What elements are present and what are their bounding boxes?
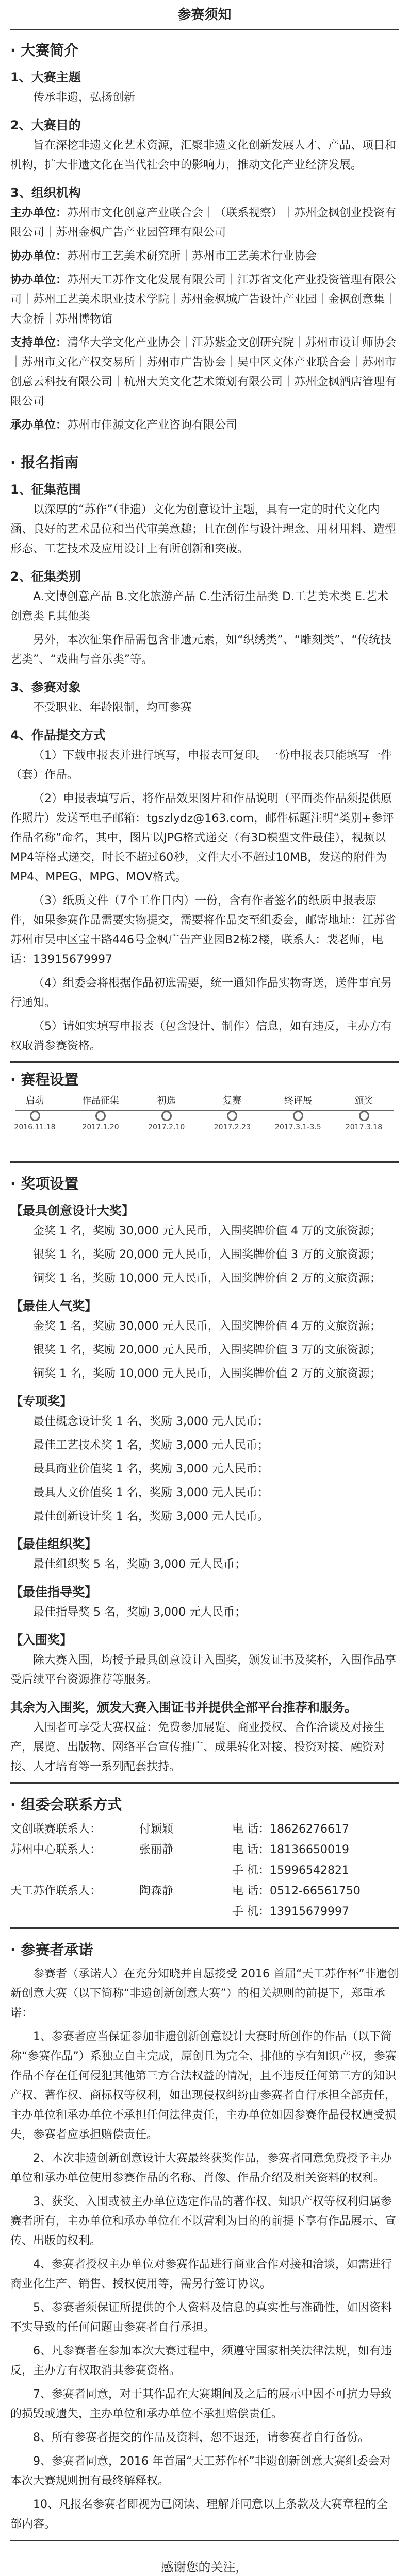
contact-role: 天工苏作联系人：: [10, 1885, 102, 1897]
contact-row: [10, 1840, 399, 1860]
item-text: 最具商业价值奖 1 名，奖励 3,000 元人民币；: [33, 1463, 269, 1476]
item-text: 最佳创新设计奖 1 名，奖励 3,000 元人民币。: [33, 1510, 269, 1523]
timeline-node-label: 启动: [25, 1095, 44, 1106]
divider: [10, 1782, 399, 1784]
item-heading: 【专项奖】: [10, 1394, 72, 1409]
divider: [10, 1161, 399, 1163]
timeline-node-dot: [293, 1111, 303, 1121]
timeline-node: [142, 1093, 191, 1131]
heading-text: 赛程设置: [21, 1071, 79, 1088]
org-role: 承办单位：: [10, 419, 68, 432]
section-awards: [10, 1173, 399, 1777]
org-role: 主办单位：: [10, 207, 68, 219]
timeline-node: [76, 1093, 125, 1131]
item-text: 旨在深挖非遗文化艺术资源，汇聚非遗文化创新发展人才、产品、项目和机构，扩大非遗文化在当代社会中的影响力，推动文化产业经济发展。: [10, 139, 397, 172]
item-heading: 3、参赛对象: [10, 680, 81, 694]
item-heading: 【入围奖】: [10, 1633, 72, 1647]
item-heading: 2、大赛目的: [10, 118, 81, 132]
item-text: （1）下载申报表并进行填写，申报表可复印。一份申报表只能填写一件（套）作品。: [10, 749, 392, 782]
item-text: 银奖 1 名，奖励 20,000 元人民币，入围奖牌价值 3 万的文旅资源；: [33, 1248, 381, 1261]
item-text: （4）组委会将根据作品初选需要，统一通知作品实物寄送，送件事宜另行通知。: [10, 977, 392, 1009]
item-text: 金奖 1 名，奖励 30,000 元人民币，入围奖牌价值 4 万的文旅资源；: [33, 1225, 381, 1238]
contact-name: 陶森静: [139, 1885, 174, 1897]
section-heading: · 参赛者承诺: [10, 1941, 93, 1958]
item-text: （5）请如实填写申报表（包含设计、制作）信息，如有违反，主办方有权取消参赛资格。: [10, 1020, 392, 1053]
item-heading: 1、大赛主题: [10, 70, 81, 84]
contact-phone: 电 话：0512-66561750: [232, 1885, 361, 1897]
org-role: 协办单位：: [10, 250, 68, 263]
timeline-heading: · 赛程设置: [10, 1071, 79, 1088]
item-text: 金奖 1 名，奖励 30,000 元人民币，入围奖牌价值 4 万的文旅资源；: [33, 1320, 381, 1333]
timeline-node: [10, 1093, 59, 1131]
item-text: 另外，本次征集作品需包含非遗元素，如“织绣类”、“雕刻类”、“传统技艺类”、“戏曲与音乐类”等。: [10, 634, 391, 666]
item-text: A.文博创意产品 B.文化旅游产品 C.生活衍生品类 D.工艺美术类 E.艺术创意类 F.其他类: [10, 590, 388, 623]
item-text: （3）纸质文件（7个工作日内）一份，含有作者签名的纸质申报表原件，如果参赛作品需要实物提交，需要将作品交至组委会，邮寄地址：江苏省苏州市吴中区宝丰路446号金枫广告产业园B2栋2楼，联系人：裴老师，电话：13915679997: [10, 894, 397, 966]
closing-thanks: 感谢您的关注，: [161, 2560, 248, 2574]
timeline-node-dot: [359, 1111, 369, 1121]
item-text: 最佳组织奖 5 名，奖励 3,000 元人民币；: [33, 1558, 246, 1571]
document-body: [10, 0, 399, 2576]
org-names: 苏州市文化创意产业联合会｜（联系视察）｜苏州金枫创业投资有限公司｜苏州金枫广告产业园管理有限公司: [10, 207, 397, 239]
notice-paragraph: 5、参赛者须保证所提供的个人资料及信息的真实性与准确性，如因资料不实导致的任何问题由参赛者自行承担。: [10, 2301, 392, 2334]
item-heading: 【最具创意设计大奖】: [10, 1204, 134, 1218]
notice-paragraph: 2、本次非遗创新创意设计大赛最终获奖作品，参赛者同意免费授予主办单位和承办单位使用参赛作品的名称、肖像、作品介绍及相关资料的权利。: [10, 2152, 392, 2184]
section-apply: [10, 451, 399, 1056]
contact-name: 张丽静: [139, 1843, 174, 1856]
notice-paragraphs: [10, 1964, 399, 2534]
item-text: 入围者可享受大赛权益：免费参加展览、商业授权、合作洽谈及对接生产，展览、出版物、网络平台宣传推广、成果转化对接、投资对接、融资对接、人才培育等一系列配套扶持。: [10, 1721, 385, 1773]
item-heading: 【最佳人气奖】: [10, 1299, 97, 1313]
contact-name: 付颖颖: [139, 1823, 174, 1836]
timeline-node-label: 终评展: [284, 1095, 312, 1106]
org-names: 苏州天工苏作文化发展有限公司｜江苏省文化产业投资管理有限公司｜苏州工艺美术职业技术学院｜苏州金枫城广告设计产业园｜金枫创意集｜大金桥｜苏州博物馆: [10, 274, 397, 326]
timeline-node-date: 2017.3.1-3.5: [275, 1123, 321, 1131]
page-title: 参赛须知: [177, 7, 232, 23]
notice-paragraph: 1、参赛者应当保证参加非遗创新创意设计大赛时所创作的作品（以下简称“参赛作品”）系独立自主完成，原创且为完全、排他的享有知识产权，参赛作品不存在任何侵犯其他第三方合法权益的情况，且不违反任何第三方的知识产权、著作权、商标权等权利，如出现侵权纠纷由参赛者自行承担全部责任，主办单位和承办单位不承担任何法律责任，主办单位如因参赛作品侵权遭受损失，参赛者应承担赔偿责任。: [10, 2030, 397, 2141]
section-heading: · 奖项设置: [10, 1175, 79, 1192]
timeline-node-label: 初选: [157, 1095, 176, 1106]
notice-paragraph: 8、所有参赛者提交的作品及资料，恕不退还，请参赛者自行备份。: [33, 2431, 369, 2444]
item-heading: 1、征集范围: [10, 482, 81, 497]
heading-text: 大赛简介: [21, 42, 79, 59]
contact-phone: 手 机：13915679997: [232, 1905, 349, 1918]
timeline-node-dot: [30, 1111, 40, 1121]
contact-role: 苏州中心联系人：: [10, 1843, 102, 1856]
timeline-node-date: 2017.2.10: [148, 1123, 185, 1131]
timeline-node: [273, 1093, 322, 1131]
timeline-node-date: 2017.1.20: [82, 1123, 119, 1131]
section-heading: · 组委会联系方式: [10, 1796, 122, 1813]
timeline-node: [208, 1093, 257, 1131]
section-heading: · 大赛简介: [10, 42, 79, 59]
notice-paragraph: 9、参赛者同意，2016 年首届“天工苏作杯”非遗创新创意大赛组委会对本次大赛规则拥有最终解释权。: [10, 2455, 391, 2487]
contact-name: [139, 1902, 232, 1922]
heading-text: 报名指南: [21, 454, 79, 471]
item-heading: 【最佳指导奖】: [10, 1585, 97, 1599]
timeline-node-dot: [227, 1111, 237, 1121]
timeline-node-date: 2016.11.18: [14, 1123, 56, 1131]
org-row: [10, 416, 399, 435]
org-role: 协办单位：: [10, 274, 68, 286]
notice-paragraph: 10、凡报名参赛者即视为已阅读、理解并同意以上条款及大赛章程的全部内容。: [10, 2498, 388, 2531]
item-text: 最佳工艺技术奖 1 名，奖励 3,000 元人民币；: [33, 1439, 269, 1452]
section-intro: [10, 39, 399, 435]
org-row: [10, 247, 399, 266]
timeline-node-dot: [95, 1111, 106, 1121]
item-text: 最佳概念设计奖 1 名，奖励 3,000 元人民币；: [33, 1415, 269, 1428]
notice-paragraph: 4、参赛者授权主办单位对参赛作品进行商业合作对接和洽谈，如需进行商业化生产、销售、授权使用等，需另行签订协议。: [10, 2258, 392, 2291]
timeline-line: [15, 1110, 394, 1111]
timeline-node-label: 复赛: [223, 1095, 242, 1106]
timeline-node-label: 作品征集: [82, 1095, 120, 1106]
notice-paragraph: 7、参赛者同意，对于其作品在大赛期间及之后的展示中因不可抗力导致的损毁或遗失，主办单位和承办单位不承担赔偿责任。: [10, 2388, 392, 2420]
intro-items: [10, 67, 399, 200]
item-text: 最具人文价值奖 1 名，奖励 3,000 元人民币；: [33, 1486, 269, 1499]
org-row: [10, 333, 399, 412]
timeline-node: [339, 1093, 388, 1131]
org-names: 苏州市佳源文化产业咨询有限公司: [67, 419, 238, 432]
item-text: 铜奖 1 名，奖励 10,000 元人民币，入围奖牌价值 2 万的文旅资源；: [33, 1272, 381, 1285]
item-heading: 4、作品提交方式: [10, 728, 106, 742]
item-heading: 【最佳组织奖】: [10, 1537, 97, 1551]
item-heading: 2、征集类别: [10, 569, 81, 584]
heading-text: 奖项设置: [21, 1175, 79, 1192]
contact-role: [10, 1860, 139, 1881]
contact-role: 文创联赛联系人：: [10, 1823, 102, 1836]
notice-paragraph: 3、获奖、入围或被主办单位选定作品的著作权、知识产权等权利归属参赛者所有，主办单位和承办单位在不以营利为目的的前提下享有作品展示、宣传、出版的权利。: [10, 2195, 397, 2247]
timeline-node-date: 2017.3.18: [345, 1123, 383, 1131]
divider: [10, 1061, 399, 1063]
timeline-node-label: 颁奖: [354, 1095, 373, 1106]
org-role: 支持单位：: [10, 336, 68, 349]
timeline-node-dot: [161, 1111, 172, 1121]
award-items: [10, 1200, 399, 1777]
org-names: 清华大学文化产业协会｜江苏紫金文创研究院｜苏州市设计师协会｜苏州市文化产权交易所｜苏州市广告协会｜吴中区文体产业联合会｜苏州市创意云科技有限公司｜杭州大美文化艺术策划有限公司｜苏州金枫酒店管理有限公司: [10, 336, 397, 408]
item-text: 银奖 1 名，奖励 20,000 元人民币，入围奖牌价值 3 万的文旅资源；: [33, 1344, 381, 1357]
item-text: （2）申报表填写后，将作品效果图片和作品说明（平面类作品须提供原作照片）发送至电子邮箱：tgszlydz@163.com，邮件标题注明“类别+参评作品名称”命名，其中，图片以JPG格式递交（有3D模型文件最佳），视频以MP4等格式递交，时长不超过60秒，文件大小不超过10MB，发送的附件为MP4、MPEG、MPG、MOV格式。: [10, 792, 395, 884]
timeline: [10, 1069, 399, 1156]
divider: [10, 1927, 399, 1929]
org-names: 苏州市工艺美术研究所｜苏州市工艺美术行业协会: [67, 250, 317, 263]
contact-list: [10, 1819, 399, 1922]
contact-role: [10, 1902, 139, 1922]
notice-paragraph: 参赛者（承诺人）在充分知晓并自愿接受 2016 首届“天工苏作杯”非遗创新创意大赛（以下简称“非遗创新创意大赛”）的相关规则的前提下，郑重承诺：: [10, 1968, 399, 2020]
item-text: 除大赛入围，均授予最具创意设计入围奖，颁发证书及奖杯，入围作品享受后续平台资源推荐等服务。: [10, 1654, 397, 1686]
item-text: 铜奖 1 名，奖励 10,000 元人民币，入围奖牌价值 2 万的文旅资源；: [33, 1367, 381, 1380]
timeline-node-date: 2017.2.23: [214, 1123, 251, 1131]
item-text: 不受职业、年龄限制，均可参赛: [33, 701, 192, 714]
apply-items: [10, 479, 399, 1056]
item-heading: 其余为入围奖，颁发大赛入围证书并提供全部平台推荐和服务。: [10, 1700, 357, 1715]
item-text: 最佳指导奖 5 名，奖励 3,000 元人民币；: [33, 1606, 246, 1619]
contact-phone: 电 话：18136650019: [232, 1843, 349, 1856]
divider: [10, 2540, 399, 2541]
item-text: 传承非遗，弘扬创新: [33, 91, 136, 104]
item-text: 以深厚的“苏作”（非遗）文化为创意设计主题，具有一定的时代文化内涵、良好的艺术品位和当代审美意趣；且在创作与设计理念、用材用料、造型形态、工艺技术及应用设计上有所创新和突破。: [10, 503, 397, 555]
notice-paragraph: 6、凡参赛者在参加本次大赛过程中，须遵守国家相关法律法规，如有违反，主办方有权取消其参赛资格。: [10, 2345, 392, 2377]
heading-text: 参赛者承诺: [21, 1941, 93, 1958]
section-notice: [10, 1939, 399, 2534]
item-heading: 3、组织机构: [10, 185, 81, 200]
contact-name: [139, 1860, 232, 1881]
contact-phone: 手 机：15996542821: [232, 1864, 349, 1877]
org-row: [10, 270, 399, 329]
contact-row: [10, 1881, 399, 1902]
section-contact: [10, 1793, 399, 1922]
title-divider: [10, 29, 399, 30]
contact-phone: 电 话：18626276617: [232, 1823, 349, 1836]
contact-row: [10, 1902, 399, 1922]
heading-text: 组委会联系方式: [21, 1796, 122, 1813]
org-row: [10, 204, 399, 243]
org-list: [10, 204, 399, 435]
closing: [10, 2556, 399, 2576]
contact-row: [10, 1860, 399, 1881]
contact-row: [10, 1819, 399, 1840]
section-heading: · 报名指南: [10, 454, 79, 471]
